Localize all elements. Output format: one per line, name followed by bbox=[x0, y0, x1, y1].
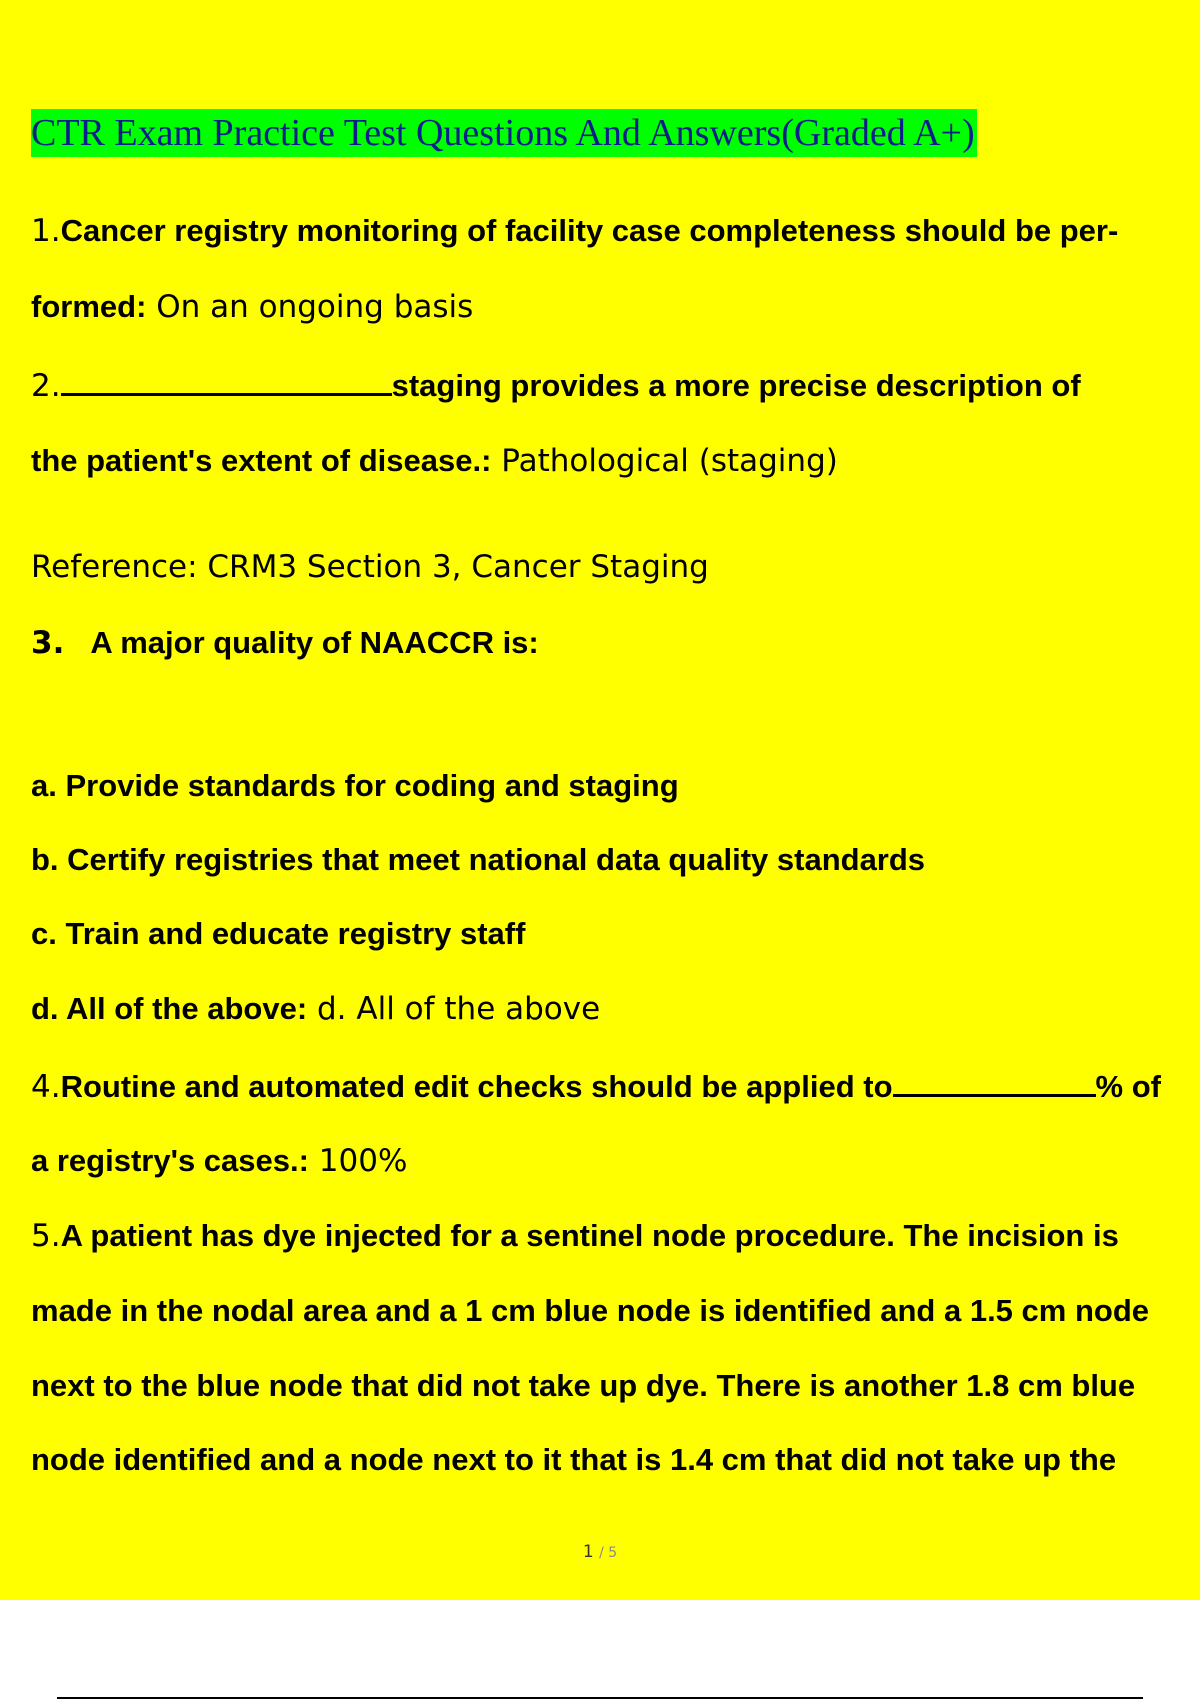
question-1-text: Cancer registry monitoring of facility case completeness should be per- bbox=[60, 213, 1119, 248]
question-2-answer: Pathological (staging) bbox=[491, 443, 838, 479]
page-total: / 5 bbox=[599, 1545, 618, 1561]
question-5-line-2: made in the nodal area and a 1 cm blue node is identified and a 1.5 cm node bbox=[31, 1293, 1149, 1328]
fill-in-blank bbox=[61, 365, 392, 396]
question-3-text: A major quality of NAACCR is: bbox=[90, 625, 539, 660]
option-c: c. Train and educate registry staff bbox=[31, 916, 526, 951]
question-4-text-end: % of bbox=[1095, 1069, 1161, 1104]
question-4-line-1 bbox=[31, 1066, 1161, 1107]
question-3-line bbox=[31, 623, 539, 663]
page-indicator bbox=[0, 1542, 1200, 1562]
question-2-reference: Reference: CRM3 Section 3, Cancer Staging bbox=[31, 549, 709, 585]
question-4-line-2 bbox=[31, 1141, 407, 1181]
question-4-number: 4. bbox=[31, 1069, 61, 1105]
question-2-text: staging provides a more precise description of bbox=[391, 368, 1081, 403]
question-2-line-1 bbox=[31, 365, 1081, 406]
question-1-line-1 bbox=[31, 211, 1118, 251]
question-1-line-2 bbox=[31, 287, 473, 327]
question-2-text-cont: the patient's extent of disease.: bbox=[31, 443, 492, 478]
option-a: a. Provide standards for coding and staging bbox=[31, 768, 679, 803]
option-d-line bbox=[31, 989, 600, 1029]
question-5-line-4: node identified and a node next to it that is 1.4 cm that did not take up the bbox=[31, 1442, 1117, 1477]
page-divider bbox=[57, 1697, 1143, 1699]
question-5-line-1 bbox=[31, 1216, 1119, 1256]
question-4-text-cont: a registry's cases.: bbox=[31, 1143, 309, 1178]
question-4-text: Routine and automated edit checks should be applied to bbox=[60, 1069, 893, 1104]
question-4-answer: 100% bbox=[308, 1143, 408, 1179]
option-d: d. All of the above: bbox=[31, 991, 308, 1026]
question-2-number: 2. bbox=[31, 368, 61, 404]
page-current: 1 bbox=[582, 1542, 594, 1562]
option-b: b. Certify registries that meet national data quality standards bbox=[31, 842, 926, 877]
question-5-line-3: next to the blue node that did not take up dye. There is another 1.8 cm blue bbox=[31, 1368, 1136, 1403]
question-3-number: 3. bbox=[31, 625, 65, 661]
fill-in-blank bbox=[893, 1066, 1096, 1097]
question-1-text-cont: formed: bbox=[31, 289, 147, 324]
question-2-line-2 bbox=[31, 441, 838, 481]
question-5-number: 5. bbox=[31, 1218, 61, 1254]
page-content bbox=[31, 0, 1200, 1600]
document-title: CTR Exam Practice Test Questions And Answers(Graded A+) bbox=[31, 109, 977, 157]
question-5-text: A patient has dye injected for a sentinel node procedure. The incision is bbox=[60, 1218, 1119, 1253]
question-3-answer: d. All of the above bbox=[307, 991, 601, 1027]
question-1-answer: On an ongoing basis bbox=[146, 289, 474, 325]
question-1-number: 1. bbox=[31, 213, 61, 249]
